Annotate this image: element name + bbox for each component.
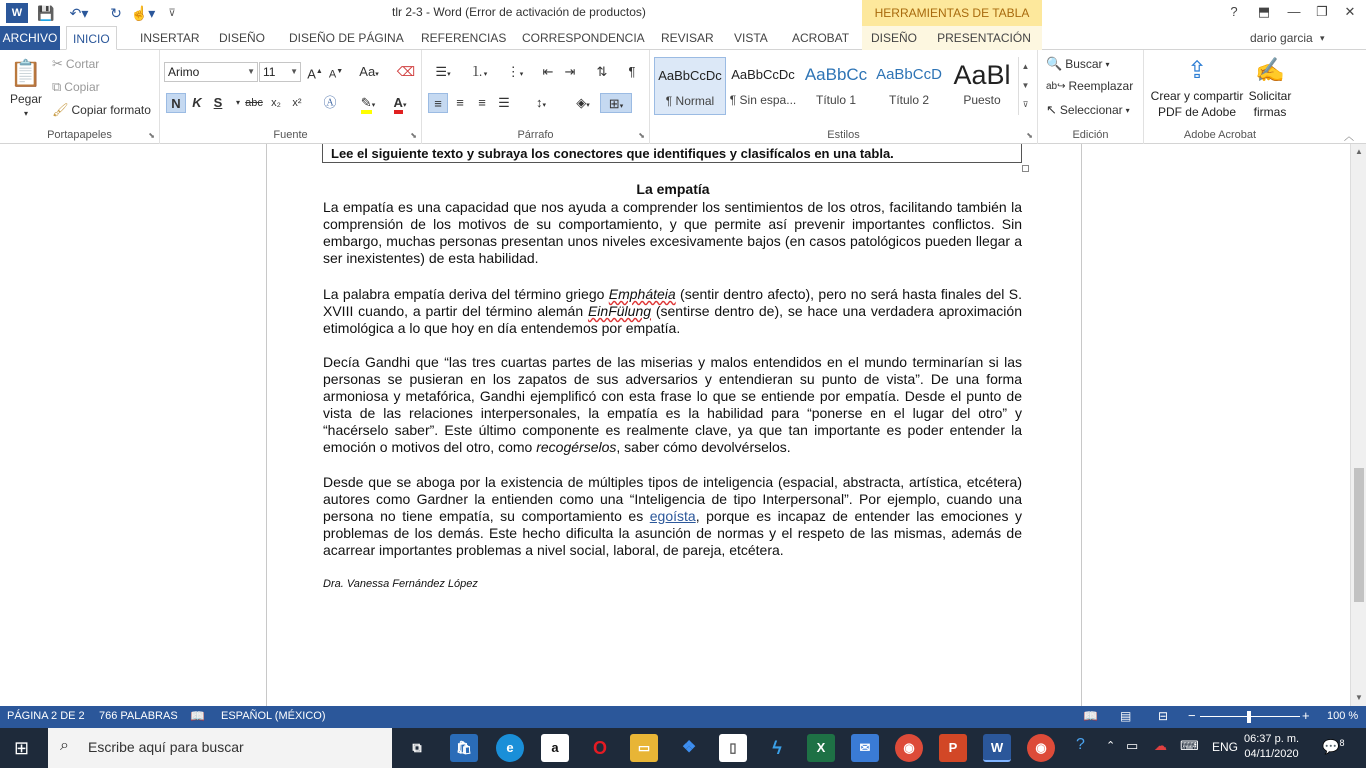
zoom-slider-thumb[interactable]	[1247, 711, 1251, 723]
misspelled-word[interactable]: EinFülung	[587, 303, 652, 319]
amazon-icon[interactable]: a	[541, 734, 569, 762]
help-tray-icon[interactable]: ?	[1076, 736, 1085, 753]
align-left-icon[interactable]: ≡	[428, 93, 448, 113]
tab-home[interactable]: INICIO	[66, 26, 117, 50]
cut-button[interactable]: ✂ Cortar	[52, 56, 100, 71]
document-icon[interactable]: ▯	[719, 734, 747, 762]
redo-icon[interactable]: ↻	[110, 4, 122, 21]
paste-chevron-icon: ▾	[23, 109, 28, 118]
document-area	[0, 144, 1350, 706]
replace-button[interactable]: ab↪ Reemplazar	[1046, 79, 1134, 93]
select-button[interactable]: ↖ Seleccionar ▾	[1046, 102, 1130, 117]
scissors-icon: ✂	[52, 56, 63, 71]
style-normal[interactable]: AaBbCcDc ¶ Normal	[654, 57, 726, 115]
font-size-chevron-icon: ▼	[290, 67, 298, 76]
underline-button[interactable]: S	[213, 95, 223, 110]
shading-icon[interactable]: ◈▾	[576, 95, 590, 110]
hyperlink[interactable]: egoísta	[649, 508, 696, 524]
group-font	[160, 50, 422, 144]
line-spacing-icon[interactable]: ↕▾	[535, 95, 546, 110]
text-effects-icon[interactable]: Ⓐ	[323, 95, 337, 110]
font-name-select[interactable]: Arimo ▼	[164, 62, 258, 82]
justify-icon[interactable]: ☰	[498, 95, 510, 110]
binoculars-icon: 🔍	[1046, 56, 1063, 71]
window-title: tlr 2-3 - Word (Error de activación de productos)	[392, 5, 646, 19]
ribbon-tabs	[0, 26, 1366, 50]
copy-button[interactable]: ⧉ Copiar	[52, 79, 100, 94]
replace-icon: ab↪	[1046, 80, 1066, 92]
powerpoint-icon[interactable]: P	[939, 734, 967, 762]
clock[interactable]: 06:37 p. m. 04/11/2020	[1244, 733, 1300, 760]
page-edge-left	[266, 144, 267, 706]
signature: Dra. Vanessa Fernández López	[323, 578, 478, 590]
excel-icon[interactable]: X	[807, 734, 835, 762]
zoom-out-icon[interactable]: −	[1188, 708, 1196, 723]
multilevel-list-icon[interactable]: ⋮▾	[506, 64, 524, 79]
clipboard-launcher-icon[interactable]: ⬊	[148, 131, 155, 140]
grow-font-button[interactable]: A▲	[307, 66, 323, 82]
user-name[interactable]: dario garcia	[1250, 31, 1313, 45]
tab-acrobat[interactable]: ACROBAT	[792, 31, 850, 45]
zoom-level[interactable]: 100 %	[1327, 710, 1359, 722]
word-logo-icon: W	[6, 3, 28, 23]
user-menu-chevron-icon[interactable]: ▾	[1320, 33, 1325, 43]
bullets-icon[interactable]: ☰▾	[435, 64, 451, 79]
format-painter-button[interactable]: 🖌 Copiar formato	[52, 102, 151, 117]
change-case-button[interactable]: Aa▾	[359, 64, 379, 79]
tab-insert[interactable]: INSERTAR	[140, 31, 200, 45]
copy-icon: ⧉	[52, 79, 62, 94]
font-name-chevron-icon: ▼	[247, 67, 255, 76]
chrome-profile-icon[interactable]: ◉	[1027, 734, 1055, 762]
group-styles	[650, 50, 1038, 144]
instruction-table-cell[interactable]	[322, 144, 1022, 163]
subscript-button[interactable]: x₂	[271, 97, 281, 109]
paragraph-3: Decía Gandhi que “las tres cuartas partes de las miserias y malos entendidos en el mundo terminarían si las personas se pusieran en los zapatos de sus adversarios y entendieran su punto de vista”. De una forma armoniosa y metafórica, Gandhi ejemplificó con esta frase lo que se entiende por empatía. Desde el punto de vista de las relaciones interpersonales, la empatía es la habilidad para “ponerse en el lugar del otro” y “hacérselo saber”. Este último componente es realmente clave, ya que tan importante es poder entender la emoción o motivos del otro, como recogérselos, saber cómo devolvérselos.	[323, 354, 1022, 455]
restore-button[interactable]: ❐	[1316, 4, 1328, 19]
document-heading: La empatía	[636, 181, 710, 197]
word-count[interactable]: 766 PALABRAS	[99, 710, 178, 722]
tab-view[interactable]: VISTA	[734, 31, 768, 45]
windows-start-icon[interactable]: ⊞	[14, 738, 30, 758]
language-indicator[interactable]: ESPAÑOL (MÉXICO)	[221, 710, 326, 722]
paragraph-launcher-icon[interactable]: ⬊	[638, 131, 645, 140]
paragraph-1: La empatía es una capacidad que nos ayuda a comprender los sentimientos de los otros, facilitando también la comprensión de los motivos de su comportamiento, y que permite así prevenir importantes conflictos. Sin embargo, muchas personas presentan unos niveles excesivamente bajos (en casos patológicos pueden llegar a ser inexistentes) de esta habilidad.	[323, 199, 1022, 266]
app-bolt-icon[interactable]: ϟ	[772, 738, 782, 758]
adobe-acrobat-label: Adobe Acrobat	[1183, 129, 1257, 141]
taskbar-search-box[interactable]	[48, 728, 392, 768]
styles-label: Estilos	[827, 129, 860, 141]
styles-gallery-scroll[interactable]: ▲ ▼ ⊽	[1018, 57, 1032, 115]
scroll-up-icon[interactable]: ▲	[1355, 147, 1363, 156]
find-button[interactable]: 🔍 Buscar ▾	[1046, 56, 1110, 71]
page-count[interactable]: PÁGINA 2 DE 2	[7, 710, 85, 722]
tab-page-layout[interactable]: DISEÑO DE PÁGINA	[289, 31, 404, 45]
align-right-icon[interactable]: ≡	[478, 95, 486, 110]
misspelled-word[interactable]: Empháteia	[608, 286, 676, 302]
task-view-icon[interactable]: ⧉	[412, 740, 422, 755]
group-clipboard	[0, 50, 160, 144]
dropbox-icon[interactable]: ❖	[681, 739, 697, 756]
cursor-icon: ↖	[1046, 102, 1057, 117]
paragraph-label: Párrafo	[517, 129, 554, 141]
paste-button[interactable]: 📋 Pegar ▾	[9, 58, 43, 118]
edge-icon[interactable]: e	[496, 734, 524, 762]
font-label: Fuente	[273, 129, 308, 141]
style-heading-2[interactable]: AaBbCcD Título 2	[876, 66, 942, 107]
file-explorer-icon[interactable]: ▭	[630, 734, 658, 762]
numbering-icon[interactable]: ⒈▾	[470, 64, 488, 79]
clipboard-label: Portapapeles	[47, 129, 112, 141]
strikethrough-button[interactable]: abc	[245, 97, 263, 109]
instruction-text: Lee el siguiente texto y subraya los conectores que identifiques y clasifícalos en una tabla.	[331, 146, 894, 161]
font-launcher-icon[interactable]: ⬊	[410, 131, 417, 140]
paintbrush-icon: 🖌	[52, 102, 69, 117]
signature-icon: ✍	[1255, 57, 1285, 84]
table-resize-handle[interactable]	[1022, 165, 1029, 172]
group-adobe-acrobat	[1144, 50, 1296, 144]
vertical-scrollbar[interactable]	[1350, 144, 1366, 706]
show-hidden-icons-icon[interactable]: ⌃	[1106, 740, 1116, 752]
table-tools-label: HERRAMIENTAS DE TABLA	[862, 0, 1042, 26]
word-taskbar-icon[interactable]: W	[983, 734, 1011, 762]
search-placeholder: Escribe aquí para buscar	[88, 739, 244, 755]
opera-icon[interactable]: O	[592, 738, 607, 758]
bold-button[interactable]: N	[166, 93, 186, 113]
tab-references[interactable]: REFERENCIAS	[421, 31, 507, 45]
paragraph-4: Desde que se aboga por la existencia de múltiples tipos de inteligencia (espacial, abstracta, artística, etcétera) autores como Gardner la entienden como una “Inteligencia de tipo Interpersonal”. Por ejemplo, cuando una persona no tiene empatía, su comportamiento es egoísta, porque es incapaz de entender las emociones y problemas de los demás. Este hecho dificulta la asunción de normas y el respeto de las mismas, además de acarrear importantes problemas a nivel social, laboral, de pareja, etcétera.	[323, 474, 1022, 558]
taskbar	[0, 728, 1366, 768]
proofing-icon[interactable]: 📖	[190, 709, 205, 723]
keyboard-icon[interactable]: ⌨	[1180, 738, 1199, 753]
clear-formatting-icon[interactable]: ⌫	[396, 64, 416, 79]
save-icon[interactable]: 💾	[37, 4, 55, 21]
style-heading-1[interactable]: AaBbCc Título 1	[804, 65, 868, 107]
request-signatures-button[interactable]: ✍ Solicitar firmas	[1246, 56, 1294, 120]
font-color-icon[interactable]: A▾	[386, 93, 414, 113]
mail-icon[interactable]: ✉	[851, 734, 879, 762]
clipboard-icon: 📋	[9, 58, 43, 88]
print-layout-icon[interactable]: ▤	[1120, 709, 1132, 723]
customize-qat-icon[interactable]: ⊽	[168, 7, 176, 19]
scroll-down-icon[interactable]: ▼	[1355, 693, 1363, 702]
title-bar	[0, 0, 1366, 26]
tab-table-design[interactable]: DISEÑO	[862, 26, 926, 50]
scroll-thumb[interactable]	[1354, 468, 1364, 602]
zoom-in-icon[interactable]: +	[1302, 708, 1310, 723]
tab-file[interactable]: ARCHIVO	[0, 26, 60, 50]
battery-icon[interactable]: ▭	[1126, 738, 1139, 753]
tab-table-layout[interactable]: PRESENTACIÓN	[926, 26, 1042, 50]
language-tray[interactable]: ENG	[1212, 740, 1239, 754]
style-no-spacing[interactable]: AaBbCcDc ¶ Sin espa...	[729, 67, 797, 107]
minimize-button[interactable]: —	[1287, 4, 1301, 19]
status-bar	[0, 706, 1366, 728]
align-center-icon[interactable]: ≡	[456, 95, 464, 110]
store-icon[interactable]: 🛍	[450, 734, 478, 762]
highlight-color-icon[interactable]: ✎▾	[354, 93, 382, 113]
ribbon-display-options-button[interactable]: ⬒	[1257, 4, 1271, 19]
close-button[interactable]: ✕	[1344, 4, 1356, 19]
borders-icon[interactable]: ⊞▾	[600, 93, 632, 113]
superscript-button[interactable]: x²	[292, 97, 302, 109]
create-pdf-button[interactable]: ⇪ Crear y compartir PDF de Adobe	[1148, 56, 1246, 120]
increase-indent-icon[interactable]: ⇥	[564, 64, 576, 79]
web-layout-icon[interactable]: ⊟	[1158, 709, 1169, 723]
paragraph-2: La palabra empatía deriva del término griego Empháteia (sentir dentro afecto), pero no será hasta finales del S. XVIII cuando, a partir del término alemán EinFülung (sentirse dentro de), se hace una verdadera aproximación etimológica a lo que hoy en día entendemos por empatía.	[323, 286, 1022, 336]
undo-icon[interactable]: ↶▾	[69, 4, 89, 21]
search-icon: ⌕	[60, 737, 69, 754]
style-title[interactable]: AaBl Puesto	[953, 60, 1011, 107]
underline-chevron-icon[interactable]: ▾	[235, 98, 240, 107]
page-edge-right	[1081, 144, 1082, 706]
pdf-share-icon: ⇪	[1186, 57, 1208, 84]
decrease-indent-icon[interactable]: ⇤	[542, 64, 554, 79]
find-chevron-icon: ▾	[1105, 59, 1110, 69]
tab-review[interactable]: REVISAR	[661, 31, 714, 45]
help-button[interactable]: ?	[1230, 4, 1238, 19]
tab-mailings[interactable]: CORRESPONDENCIA	[522, 31, 645, 45]
collapse-ribbon-icon[interactable]: ︿	[1344, 132, 1354, 143]
italic-button[interactable]: K	[192, 95, 202, 110]
show-formatting-button[interactable]: ¶	[628, 64, 636, 79]
group-paragraph	[422, 50, 650, 144]
read-mode-icon[interactable]: 📖	[1083, 709, 1098, 723]
ribbon	[0, 50, 1366, 144]
touch-mode-icon[interactable]: ☝▾	[130, 4, 156, 21]
sort-icon[interactable]: ⇅	[596, 64, 608, 79]
tab-design[interactable]: DISEÑO	[219, 31, 266, 45]
styles-launcher-icon[interactable]: ⬊	[1026, 131, 1033, 140]
notification-center-icon[interactable]: 💬$^8$	[1322, 738, 1345, 755]
select-chevron-icon: ▾	[1125, 105, 1130, 115]
group-editing	[1038, 50, 1144, 144]
shrink-font-button[interactable]: A▼	[328, 68, 344, 81]
editing-label: Edición	[1072, 129, 1109, 141]
font-size-select[interactable]: 11 ▼	[259, 62, 301, 82]
chrome-icon[interactable]: ◉	[895, 734, 923, 762]
network-icon[interactable]: ☁	[1154, 738, 1167, 753]
